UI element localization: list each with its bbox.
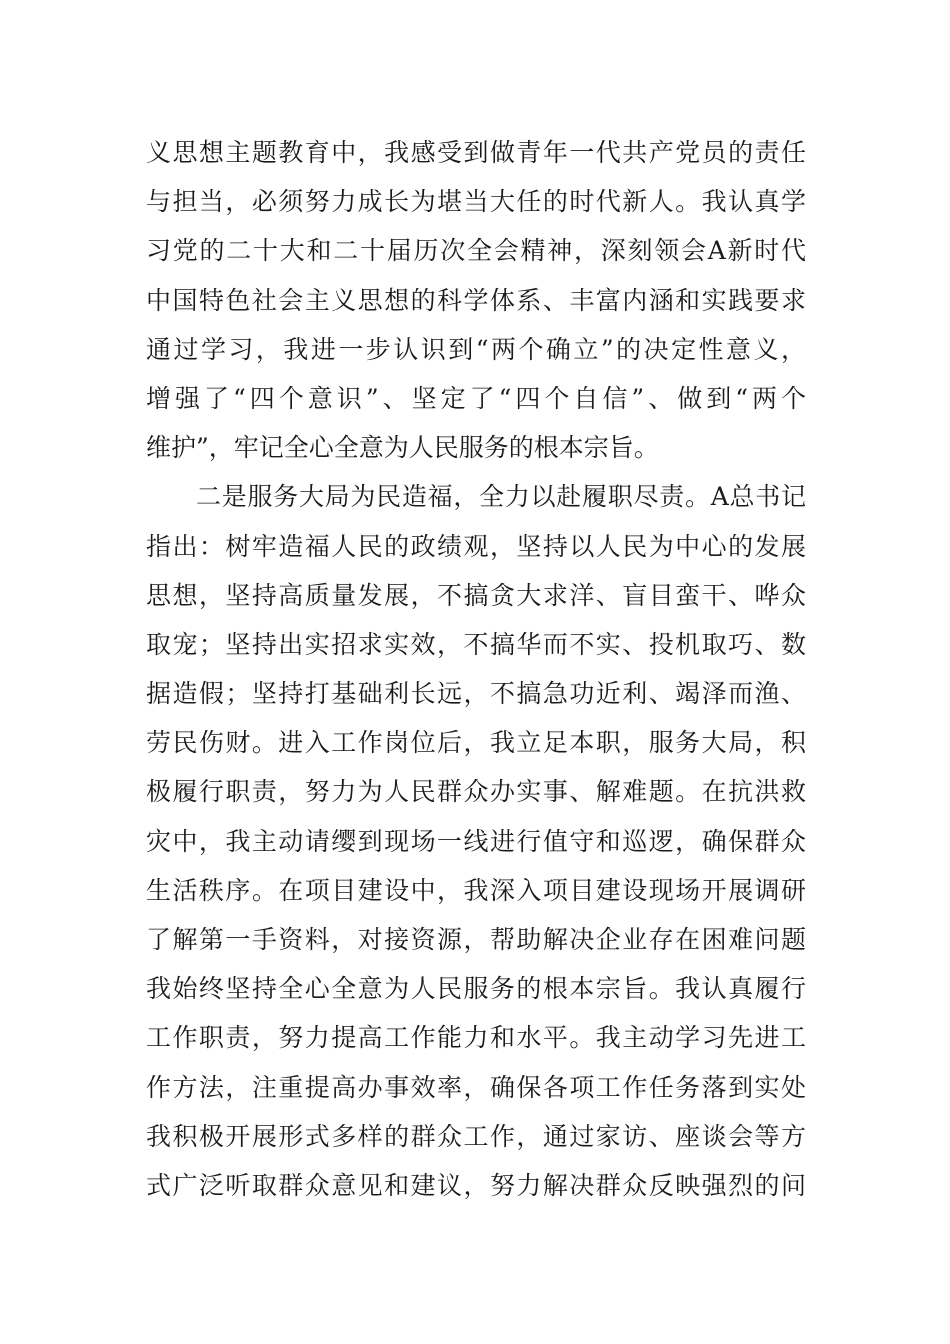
text-line: 灾中，我主动请缨到现场一线进行值守和巡逻，确保群众 bbox=[146, 826, 806, 856]
text-line: 习党的二十大和二十届历次全会精神，深刻领会A新时代 bbox=[146, 236, 806, 266]
paragraph-end-line: 维护”，牢记全心全意为人民服务的根本宗旨。 bbox=[146, 433, 659, 463]
text-line: 劳民伤财。进入工作岗位后，我立足本职，服务大局，积 bbox=[146, 728, 806, 758]
body-text bbox=[146, 128, 806, 1210]
paragraph-start-line: 二是服务大局为民造福，全力以赴履职尽责。A总书记 bbox=[196, 482, 806, 512]
text-line: 中国特色社会主义思想的科学体系、丰富内涵和实践要求 bbox=[146, 285, 806, 315]
text-line: 指出：树牢造福人民的政绩观，坚持以人民为中心的发展 bbox=[146, 531, 806, 561]
text-line: 式广泛听取群众意见和建议，努力解决群众反映强烈的问 bbox=[146, 1170, 806, 1200]
text-line: 通过学习，我进一步认识到“两个确立”的决定性意义， bbox=[146, 334, 806, 364]
text-line: 思想，坚持高质量发展，不搞贪大求洋、盲目蛮干、哗众 bbox=[146, 580, 806, 610]
text-line: 作方法，注重提高办事效率，确保各项工作任务落到实处 bbox=[146, 1072, 806, 1102]
text-line: 义思想主题教育中，我感受到做青年一代共产党员的责任 bbox=[146, 138, 806, 167]
text-line: 增强了“四个意识”、坚定了“四个自信”、做到“两个 bbox=[146, 383, 806, 413]
text-line: 工作职责，努力提高工作能力和水平。我主动学习先进工 bbox=[146, 1023, 806, 1053]
text-line: 我始终坚持全心全意为人民服务的根本宗旨。我认真履行 bbox=[146, 974, 806, 1004]
text-line: 我积极开展形式多样的群众工作，通过家访、座谈会等方 bbox=[146, 1121, 806, 1151]
text-line: 取宠；坚持出实招求实效，不搞华而不实、投机取巧、数 bbox=[146, 629, 806, 659]
text-line: 了解第一手资料，对接资源，帮助解决企业存在困难问题 bbox=[146, 925, 806, 954]
text-line: 极履行职责，努力为人民群众办实事、解难题。在抗洪救 bbox=[146, 777, 806, 807]
text-line: 与担当，必须努力成长为堪当大任的时代新人。我认真学 bbox=[146, 187, 806, 217]
text-line: 生活秩序。在项目建设中，我深入项目建设现场开展调研 bbox=[146, 875, 806, 905]
text-line: 据造假；坚持打基础利长远，不搞急功近利、竭泽而渔、 bbox=[146, 679, 806, 709]
